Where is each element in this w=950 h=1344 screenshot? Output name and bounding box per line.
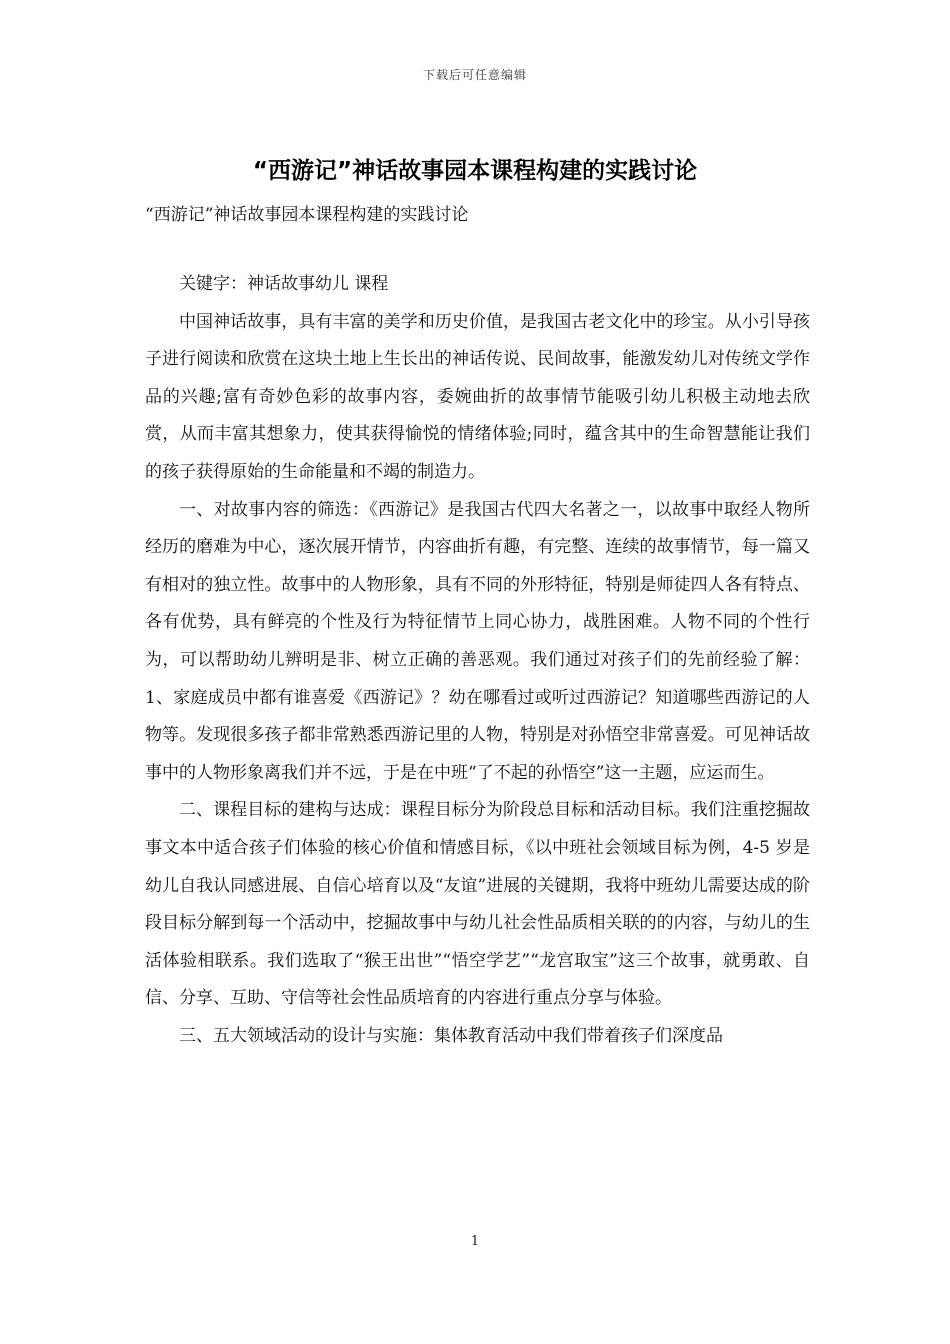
paragraph-section-3: 三、五大领域活动的设计与实施：集体教育活动中我们带着孩子们深度品 xyxy=(179,1025,723,1046)
page-number: 1 xyxy=(470,1234,480,1249)
paragraph-intro: 中国神话故事，具有丰富的美学和历史价值，是我国古老文化中的珍宝。从小引导孩子进行阅读和欣赏在这块土地上生长出的神话传说、民间故事，能激发幼儿对传统文学作品的兴趣;富有奇妙色彩的故事内容，委婉曲折的故事情节能吸引幼儿积极主动地去欣赏，从而丰富其想象力，使其获得愉悦的情绪体验;同时，蕴含其中的生命智慧能让我们的孩子获得原始的生命能量和不竭的制造力。 xyxy=(145,311,810,482)
header-note: 下载后可任意编辑 xyxy=(422,68,527,82)
paragraph-section-2: 二、课程目标的建构与达成：课程目标分为阶段总目标和活动目标。我们注重挖掘故事文本中适合孩子们体验的核心价值和情感目标，《以中班社会领域目标为例，4-5 岁是幼儿自我认同感进展、自信心培育以及“友谊”进展的关键期，我将中班幼儿需要达成的阶段目标分解到每一个活动中，挖掘故事中与幼儿社会性品质相关联的的内容，与幼儿的生活体验相联系。我们选取了“猴王出世”“悟空学艺”“龙宫取宝”这三个故事，就勇敢、自信、分享、互助、守信等社会性品质培育的内容进行重点分享与体验。 xyxy=(145,800,810,1009)
paragraph-section-1: 一、对故事内容的筛选：《西游记》是我国古代四大名著之一，以故事中取经人物所经历的磨难为中心，逐次展开情节，内容曲折有趣，有完整、连续的故事情节，每一篇又有相对的独立性。故事中的人物形象，具有不同的外形特征，特别是师徒四人各有特点、各有优势，具有鲜亮的个性及行为特征情节上同心协力，战胜困难。人物不同的个性行为，可以帮助幼儿辨明是非、树立正确的善恶观。我们通过对孩子们的先前经验了解：1、家庭成员中都有谁喜爱《西游记》？幼在哪看过或听过西游记？知道哪些西游记的人物等。发现很多孩子都非常熟悉西游记里的人物，特别是对孙悟空非常喜爱。可见神话故事中的人物形象离我们并不远，于是在中班“了不起的孙悟空”这一主题，应运而生。 xyxy=(145,499,810,783)
document-body xyxy=(145,266,810,1055)
document-subtitle: “西游记”神话故事园本课程构建的实践讨论 xyxy=(145,205,469,225)
keywords-line: 关键字：神话故事幼儿 课程 xyxy=(179,274,389,294)
document-title: “西游记”神话故事园本课程构建的实践讨论 xyxy=(252,158,698,184)
